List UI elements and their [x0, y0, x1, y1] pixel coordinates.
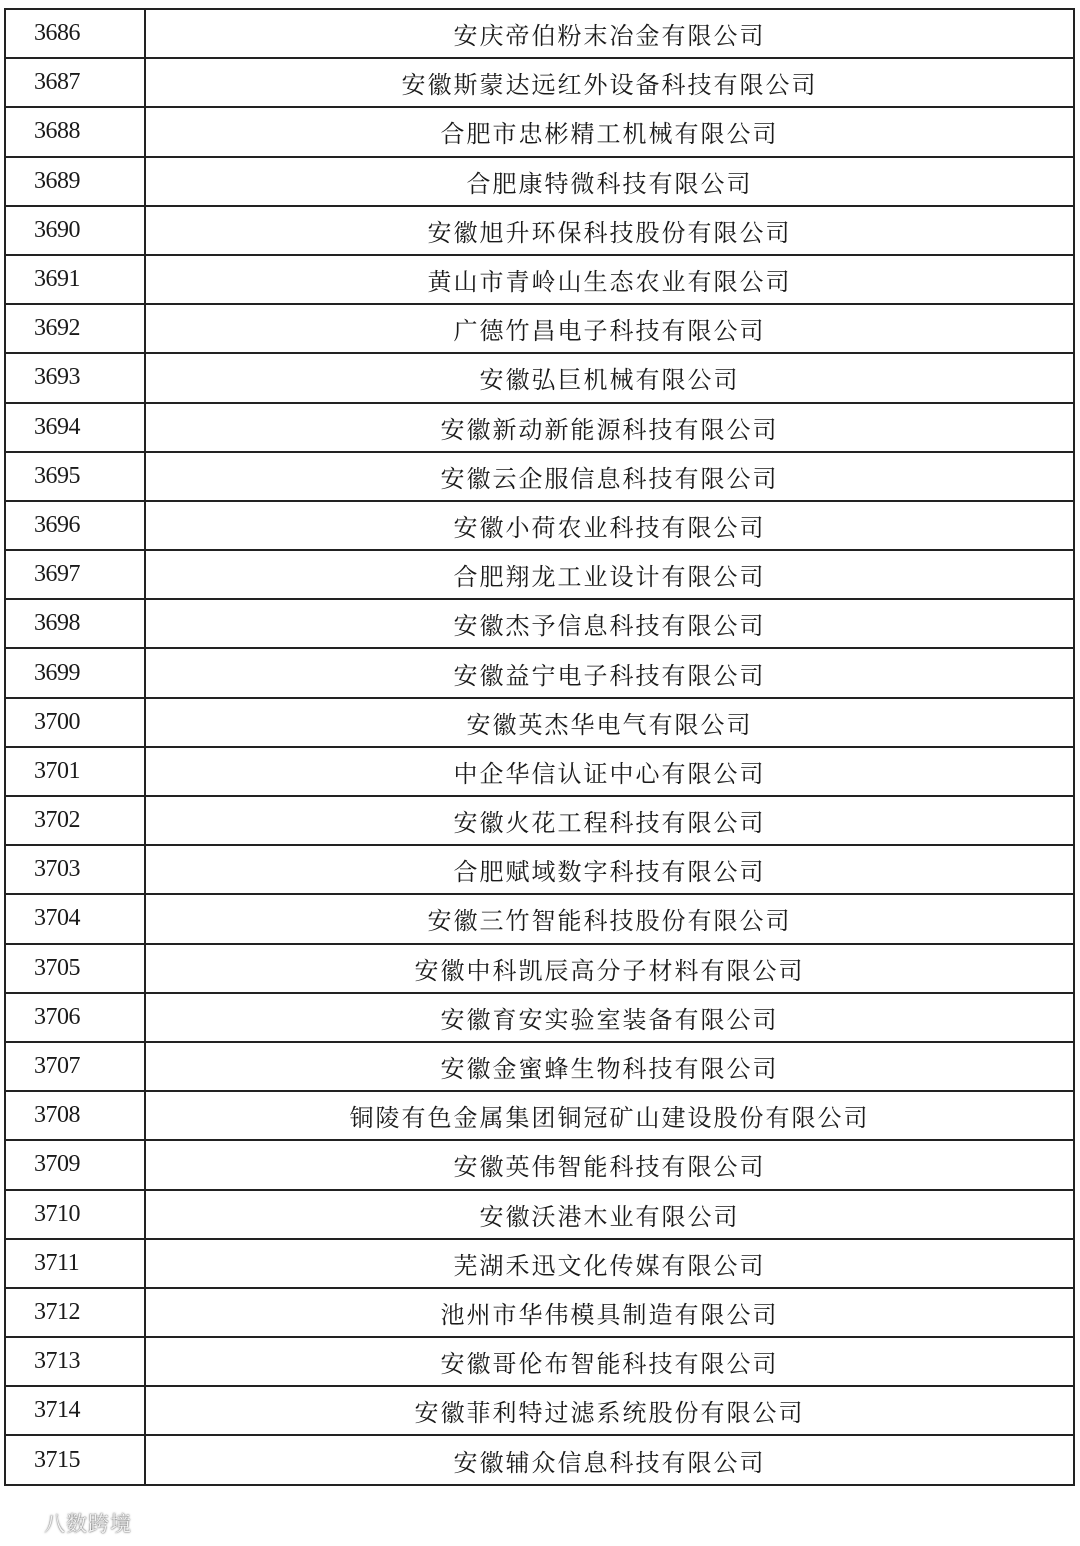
table-row [5, 1288, 1074, 1337]
table-row [5, 206, 1074, 255]
row-number: 3689 [5, 157, 145, 206]
company-name: 安徽益宁电子科技有限公司 [145, 648, 1074, 697]
watermark-text: 八数跨境 [44, 1512, 132, 1536]
row-number: 3702 [5, 796, 145, 845]
company-name: 安庆帝伯粉末冶金有限公司 [145, 9, 1074, 58]
company-name: 安徽英伟智能科技有限公司 [145, 1140, 1074, 1189]
row-number: 3715 [5, 1435, 145, 1484]
row-number: 3705 [5, 944, 145, 993]
table-row [5, 1190, 1074, 1239]
table-row [5, 255, 1074, 304]
company-name: 中企华信认证中心有限公司 [145, 747, 1074, 796]
row-number: 3690 [5, 206, 145, 255]
row-number: 3701 [5, 747, 145, 796]
row-number: 3698 [5, 599, 145, 648]
row-number: 3700 [5, 698, 145, 747]
row-number: 3699 [5, 648, 145, 697]
row-number: 3693 [5, 353, 145, 402]
row-number: 3703 [5, 845, 145, 894]
table-row [5, 796, 1074, 845]
company-name: 铜陵有色金属集团铜冠矿山建设股份有限公司 [145, 1091, 1074, 1140]
company-name: 安徽沃港木业有限公司 [145, 1190, 1074, 1239]
table-row [5, 107, 1074, 156]
company-name: 安徽新动新能源科技有限公司 [145, 403, 1074, 452]
table-row [5, 550, 1074, 599]
table-row [5, 599, 1074, 648]
table-row [5, 747, 1074, 796]
table-row [5, 944, 1074, 993]
row-number: 3713 [5, 1337, 145, 1386]
row-number: 3686 [5, 9, 145, 58]
table-row [5, 403, 1074, 452]
company-name: 安徽旭升环保科技股份有限公司 [145, 206, 1074, 255]
row-number: 3695 [5, 452, 145, 501]
table-row [5, 304, 1074, 353]
table-row [5, 353, 1074, 402]
watermark [8, 1506, 132, 1540]
company-name: 安徽金蜜蜂生物科技有限公司 [145, 1042, 1074, 1091]
row-number: 3691 [5, 255, 145, 304]
table-row [5, 58, 1074, 107]
company-name: 合肥赋域数字科技有限公司 [145, 845, 1074, 894]
table-row [5, 894, 1074, 943]
company-name: 芜湖禾迅文化传媒有限公司 [145, 1239, 1074, 1288]
company-name: 安徽弘巨机械有限公司 [145, 353, 1074, 402]
company-name: 安徽英杰华电气有限公司 [145, 698, 1074, 747]
table-row [5, 1337, 1074, 1386]
company-name: 合肥市忠彬精工机械有限公司 [145, 107, 1074, 156]
company-name: 安徽育安实验室装备有限公司 [145, 993, 1074, 1042]
company-name: 安徽斯蒙达远红外设备科技有限公司 [145, 58, 1074, 107]
table-row [5, 993, 1074, 1042]
table-row [5, 1140, 1074, 1189]
company-name: 安徽小荷农业科技有限公司 [145, 501, 1074, 550]
row-number: 3687 [5, 58, 145, 107]
row-number: 3697 [5, 550, 145, 599]
table-row [5, 1042, 1074, 1091]
row-number: 3712 [5, 1288, 145, 1337]
company-name: 安徽云企服信息科技有限公司 [145, 452, 1074, 501]
company-name: 安徽中科凯辰高分子材料有限公司 [145, 944, 1074, 993]
table-row [5, 1091, 1074, 1140]
company-name: 安徽辅众信息科技有限公司 [145, 1435, 1074, 1484]
table-row [5, 1435, 1074, 1484]
table-row [5, 157, 1074, 206]
row-number: 3704 [5, 894, 145, 943]
table-row [5, 845, 1074, 894]
table-row [5, 501, 1074, 550]
company-name: 合肥翔龙工业设计有限公司 [145, 550, 1074, 599]
row-number: 3708 [5, 1091, 145, 1140]
company-name: 黄山市青岭山生态农业有限公司 [145, 255, 1074, 304]
row-number: 3707 [5, 1042, 145, 1091]
company-name: 安徽哥伦布智能科技有限公司 [145, 1337, 1074, 1386]
company-name: 广德竹昌电子科技有限公司 [145, 304, 1074, 353]
row-number: 3714 [5, 1386, 145, 1435]
company-list-sheet [4, 8, 1075, 1486]
table-row [5, 698, 1074, 747]
company-name: 安徽杰予信息科技有限公司 [145, 599, 1074, 648]
row-number: 3692 [5, 304, 145, 353]
table-row [5, 1239, 1074, 1288]
table-row [5, 648, 1074, 697]
row-number: 3709 [5, 1140, 145, 1189]
wechat-logo-icon [8, 1510, 38, 1536]
company-name: 池州市华伟模具制造有限公司 [145, 1288, 1074, 1337]
table-row [5, 452, 1074, 501]
row-number: 3696 [5, 501, 145, 550]
company-name: 安徽三竹智能科技股份有限公司 [145, 894, 1074, 943]
row-number: 3710 [5, 1190, 145, 1239]
company-list-table [4, 8, 1075, 1486]
company-name: 安徽火花工程科技有限公司 [145, 796, 1074, 845]
row-number: 3706 [5, 993, 145, 1042]
company-name: 合肥康特微科技有限公司 [145, 157, 1074, 206]
company-list-body [5, 9, 1074, 1485]
table-row [5, 1386, 1074, 1435]
row-number: 3694 [5, 403, 145, 452]
row-number: 3688 [5, 107, 145, 156]
row-number: 3711 [5, 1239, 145, 1288]
table-row [5, 9, 1074, 58]
company-name: 安徽菲利特过滤系统股份有限公司 [145, 1386, 1074, 1435]
